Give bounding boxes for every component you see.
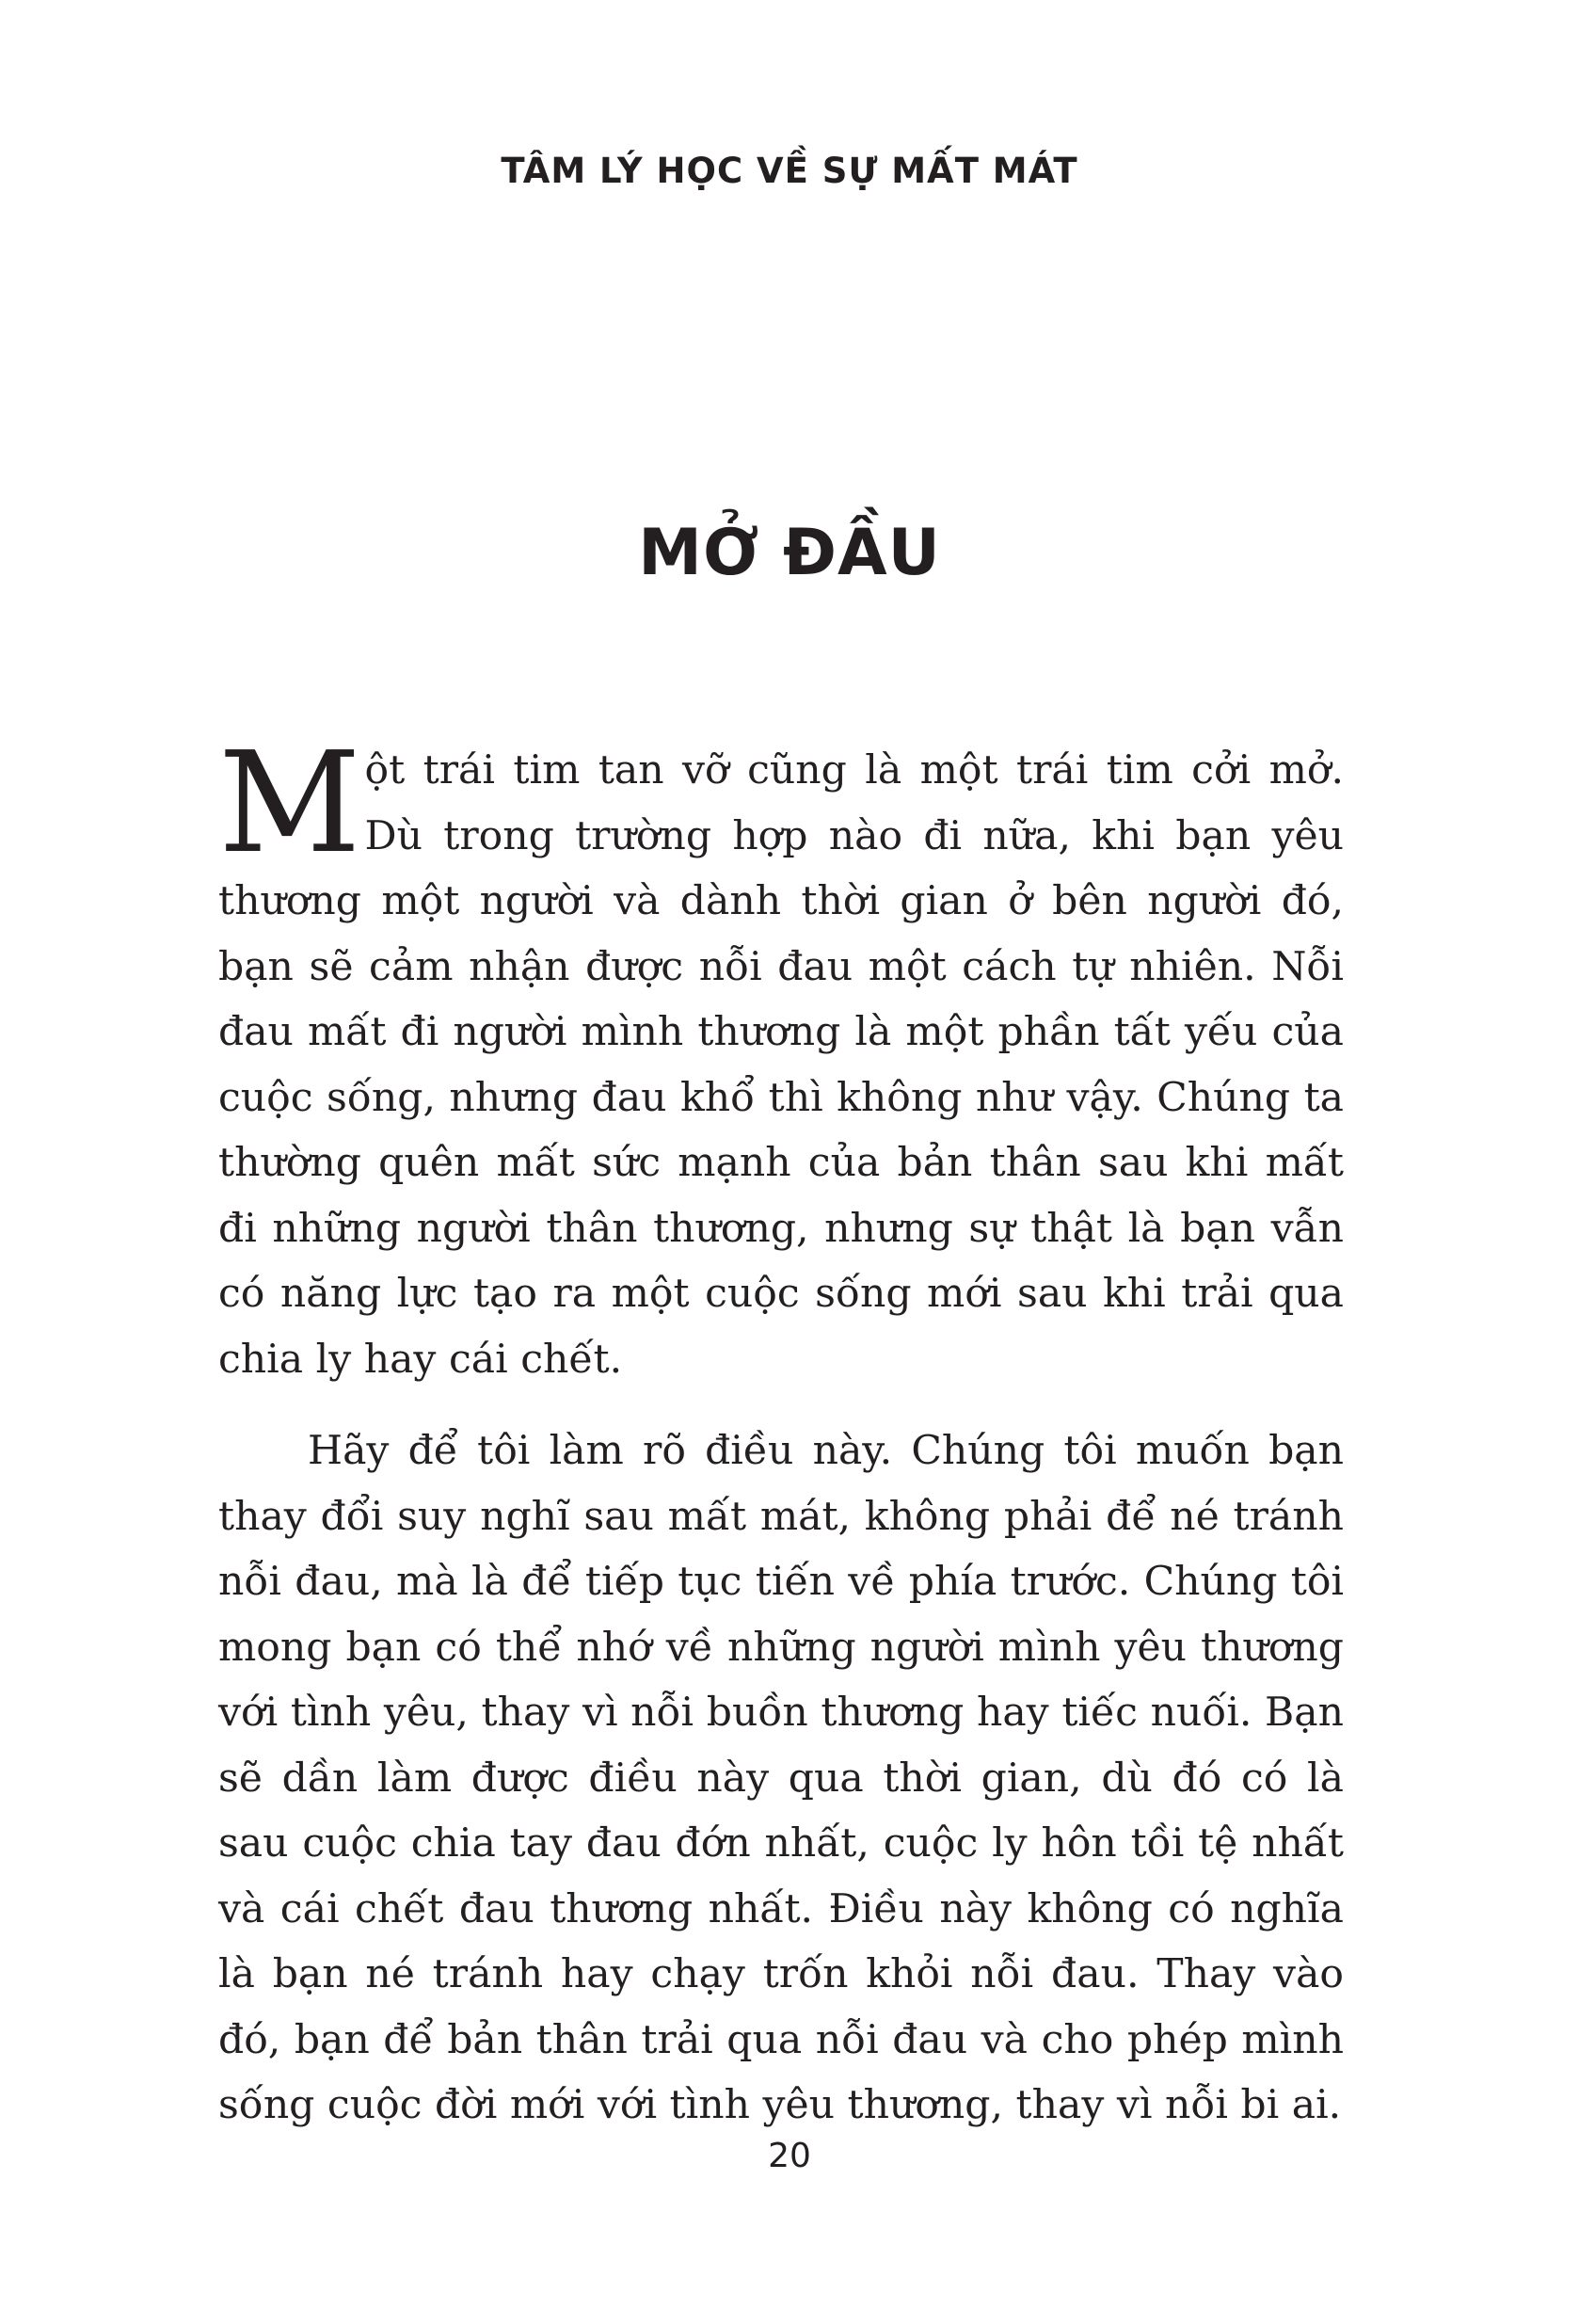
page-number: 20 <box>768 2137 811 2175</box>
drop-cap: M <box>218 722 361 884</box>
paragraph-1-text: ột trái tim tan vỡ cũng là một trái tim cởi mở. Dù trong trường hợp nào đi nữa, khi bạn yêu thương một người và dành thời gian ở bên người đó, bạn sẽ cảm nhận được nỗi đau một cách tự nhiên. Nỗi đau mất đi người mình thương là một phần tất yếu của cuộc sống, nhưng đau khổ thì không như vậy. Chúng ta thường quên mất sức mạnh của bản thân sau khi mất đi những người thân thương, nhưng sự thật là bạn vẫn có năng lực tạo ra một cuộc sống mới sau khi trải qua chia ly hay cái chết. <box>218 747 1344 1383</box>
chapter-title: MỞ ĐẦU <box>638 516 941 590</box>
running-header: TÂM LÝ HỌC VỀ SỰ MẤT MÁT <box>501 151 1078 191</box>
paragraph-2: Hãy để tôi làm rõ điều này. Chúng tôi muốn bạn thay đổi suy nghĩ sau mất mát, không phải để né tránh nỗi đau, mà là để tiếp tục tiến về phía trước. Chúng tôi mong bạn có thể nhớ về những người mình yêu thương với tình yêu, thay vì nỗi buồn thương hay tiếc nuối. Bạn sẽ dần làm được điều này qua thời gian, dù đó có là sau cuộc chia tay đau đớn nhất, cuộc ly hôn tồi tệ nhất và cái chết đau thương nhất. Điều này không có nghĩa là bạn né tránh hay chạy trốn khỏi nỗi đau. Thay vào đó, bạn để bản thân trải qua nỗi đau và cho phép mình sống cuộc đời mới với tình yêu thương, thay vì nỗi bi ai. <box>218 1428 1344 2128</box>
body-text <box>218 722 1344 2139</box>
paragraph-1 <box>218 722 1344 1392</box>
